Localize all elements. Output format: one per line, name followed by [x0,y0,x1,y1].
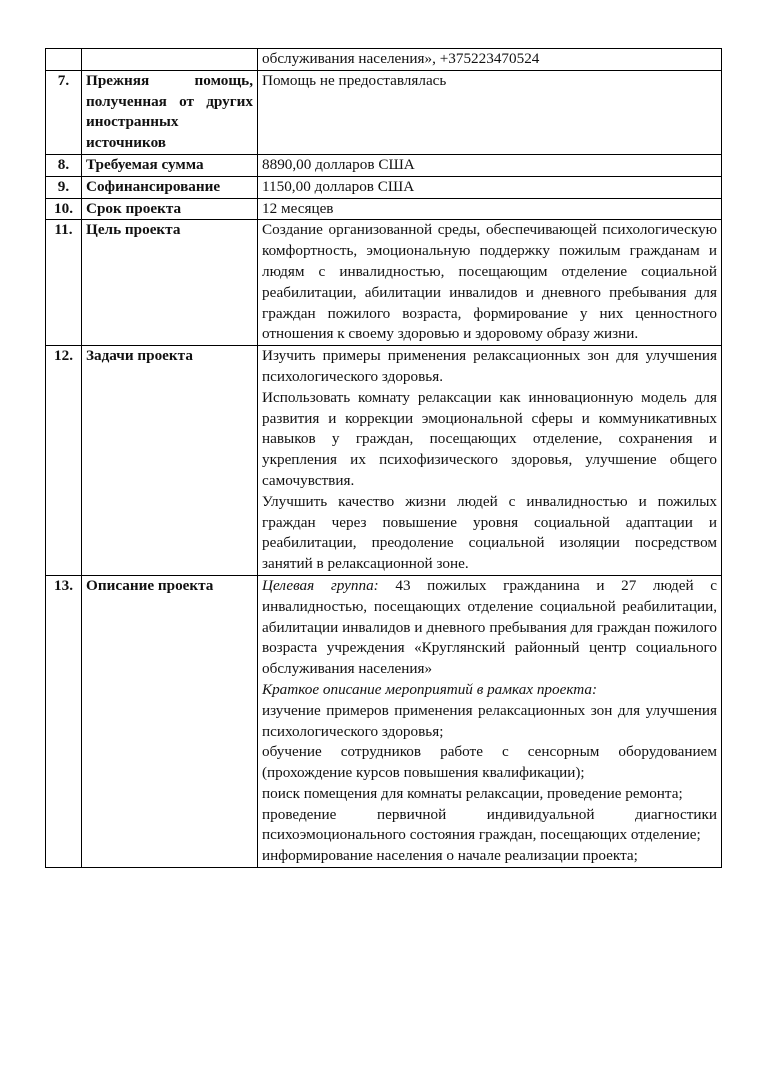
row-value [258,70,722,154]
row-label: Задачи проекта [82,346,258,576]
target-group-label: Целевая группа: [262,576,379,594]
row-value [258,346,722,576]
summary-heading: Краткое описание мероприятий в рамках проекта: [262,680,598,698]
row-number [46,49,82,71]
row-number: 9. [46,176,82,198]
row-number: 13. [46,575,82,867]
target-group-text: 43 пожилых гражданина и 27 людей с инвалидностью, посещающих отделение социальной реабилитации, абилитации инвалидов и дневного пребывания для граждан пожилого возраста учреждения «Круглянский районный центр социального обслуживания населения» [262,576,717,678]
table-row-duration [46,198,722,220]
table-row-tasks [46,346,722,576]
table-row-goal [46,220,722,346]
activity-item: изучение примеров применения релаксационных зон для улучшения психологического здоровья; [262,701,717,740]
row-label: Описание проекта [82,575,258,867]
task-paragraph: Улучшить качество жизни людей с инвалидностью и пожилых граждан через повышение уровня социальной адаптации и реабилитации, преодоление социальной изоляции посредством занятий в релаксационной зоне. [262,492,717,573]
required-amount-text: 8890,00 долларов США [262,155,415,173]
table-row-previous-aid [46,70,722,154]
activity-item: информирование населения о начале реализации проекта; [262,847,638,865]
row-number: 12. [46,346,82,576]
cofinancing-text: 1150,00 долларов США [262,177,415,195]
activity-item: обучение сотрудников работе с сенсорным оборудованием (прохождение курсов повышения квалификации); [262,743,717,782]
table-row-cofinancing [46,176,722,198]
row-value [258,49,722,71]
table-row-required-amount [46,154,722,176]
activity-item: поиск помещения для комнаты релаксации, проведение ремонта; [262,784,683,802]
row-value [258,220,722,346]
duration-text: 12 месяцев [262,199,334,217]
row-value [258,176,722,198]
task-paragraph: Изучить примеры применения релаксационных зон для улучшения психологического здоровья. [262,347,717,385]
project-info-table [45,48,722,868]
row-label: Софинансирование [82,176,258,198]
row-value [258,575,722,867]
row-label: Требуемая сумма [82,154,258,176]
previous-aid-text: Помощь не предоставлялась [262,71,447,89]
table-row-continuation [46,49,722,71]
row-label: Прежняя помощь, полученная от других иностранных источников [82,70,258,154]
row-value [258,154,722,176]
task-paragraph: Использовать комнату релаксации как инновационную модель для развития и коррекции эмоциональной сферы и коммуникативных навыков у граждан, посещающих отделение, сохранения и укрепления их психофизического здоровья, улучшение общего самочувствия. [262,388,717,489]
target-group-paragraph [262,576,717,680]
row-number: 10. [46,198,82,220]
row-label: Срок проекта [82,198,258,220]
activity-item: проведение первичной индивидуальной диагностики психоэмоционального состояния граждан, посещающих отделение; [262,805,717,844]
row-label [82,49,258,71]
row-number: 7. [46,70,82,154]
table-row-description [46,575,722,867]
goal-text: Создание организованной среды, обеспечивающей психологическую комфортность, эмоциональную поддержку пожилым гражданам и людям с инвалидностью, посещающим отделение социальной реабилитации, абилитации инвалидов и дневного пребывания для граждан пожилого возраста, формирование у них ценностного отношения к своему здоровью и здоровому образу жизни. [262,221,717,343]
row-label: Цель проекта [82,220,258,346]
row-number: 11. [46,220,82,346]
contact-text: обслуживания населения», +375223470524 [262,50,540,67]
row-number: 8. [46,154,82,176]
row-value [258,198,722,220]
